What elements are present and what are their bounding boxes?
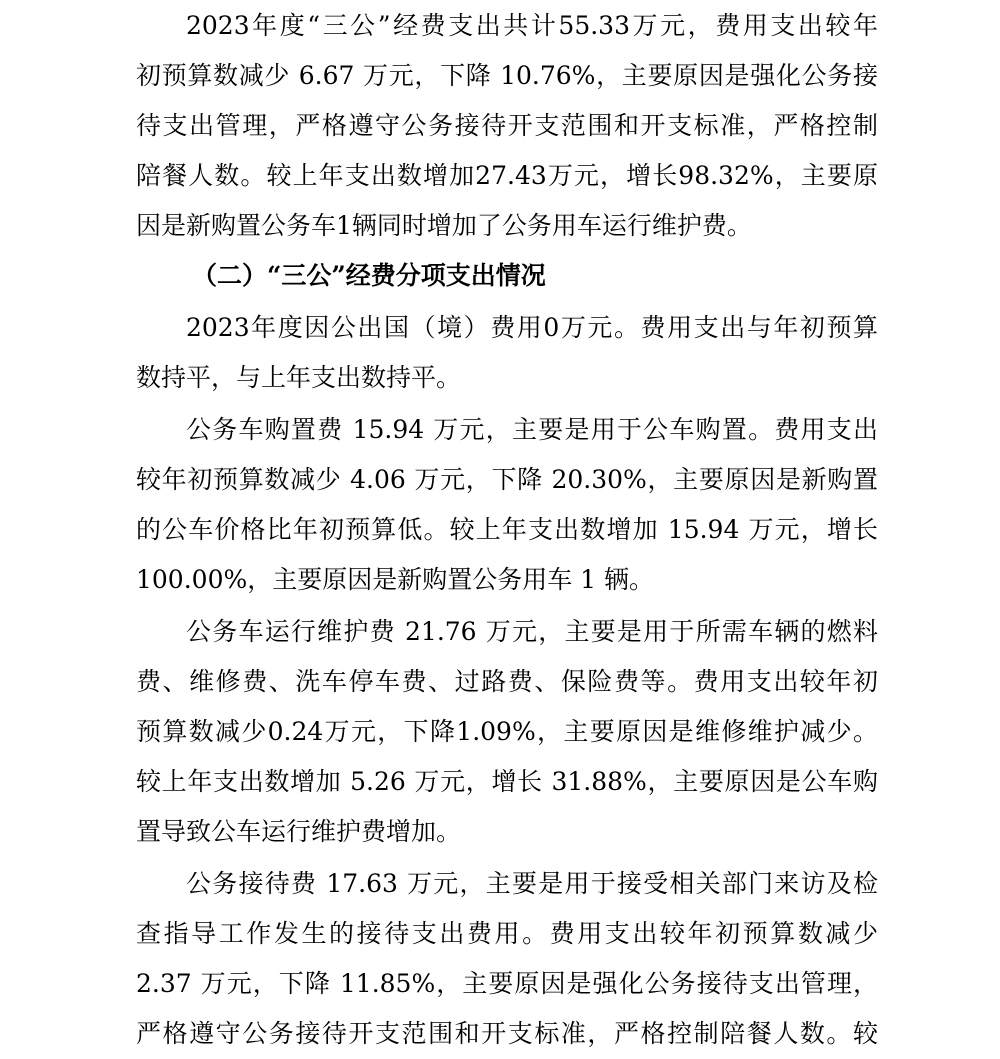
- paragraph-line: 数持平，与上年支出数持平。: [136, 363, 462, 392]
- paragraph-line: 公务车购置费 15.94 万元，主要是用于公车购置。费用支出: [186, 415, 878, 444]
- paragraph-line: 较上年支出数增加 5.26 万元，增长 31.88%，主要原因是公车购: [136, 767, 878, 796]
- paragraph-line: 因是新购置公务车1辆同时增加了公务用车运行维护费。: [136, 211, 752, 240]
- paragraph-line: 2023年度“三公”经费支出共计55.33万元，费用支出较年: [186, 11, 878, 40]
- paragraph-line: 公务接待费 17.63 万元，主要是用于接受相关部门来访及检: [186, 869, 878, 898]
- paragraph-line: 的公车价格比年初预算低。较上年支出数增加 15.94 万元，增长: [136, 515, 878, 544]
- paragraph-line: 陪餐人数。较上年支出数增加27.43万元，增长98.32%，主要原: [136, 161, 878, 190]
- paragraph-line: 较年初预算数减少 4.06 万元，下降 20.30%，主要原因是新购置: [136, 465, 878, 494]
- paragraph-line: 2.37 万元，下降 11.85%，主要原因是强化公务接待支出管理，: [136, 969, 878, 998]
- paragraph-line: 待支出管理，严格遵守公务接待开支范围和开支标准，严格控制: [136, 111, 878, 140]
- paragraph-line: 严格遵守公务接待开支范围和开支标准，严格控制陪餐人数。较: [136, 1019, 878, 1048]
- paragraph-line: 2023年度因公出国（境）费用0万元。费用支出与年初预算: [186, 313, 878, 342]
- paragraph-line: 查指导工作发生的接待支出费用。费用支出较年初预算数减少: [136, 919, 878, 948]
- paragraph-line: 公务车运行维护费 21.76 万元，主要是用于所需车辆的燃料: [186, 617, 878, 646]
- paragraph-line: 100.00%，主要原因是新购置公务用车 1 辆。: [136, 565, 655, 594]
- section-heading: （二）“三公”经费分项支出情况: [192, 261, 546, 290]
- paragraph-line: 置导致公车运行维护费增加。: [136, 817, 462, 846]
- paragraph-line: 初预算数减少 6.67 万元，下降 10.76%，主要原因是强化公务接: [136, 61, 878, 90]
- paragraph-line: 费、维修费、洗车停车费、过路费、保险费等。费用支出较年初: [136, 667, 878, 696]
- paragraph-line: 预算数减少0.24万元，下降1.09%，主要原因是维修维护减少。: [136, 717, 878, 746]
